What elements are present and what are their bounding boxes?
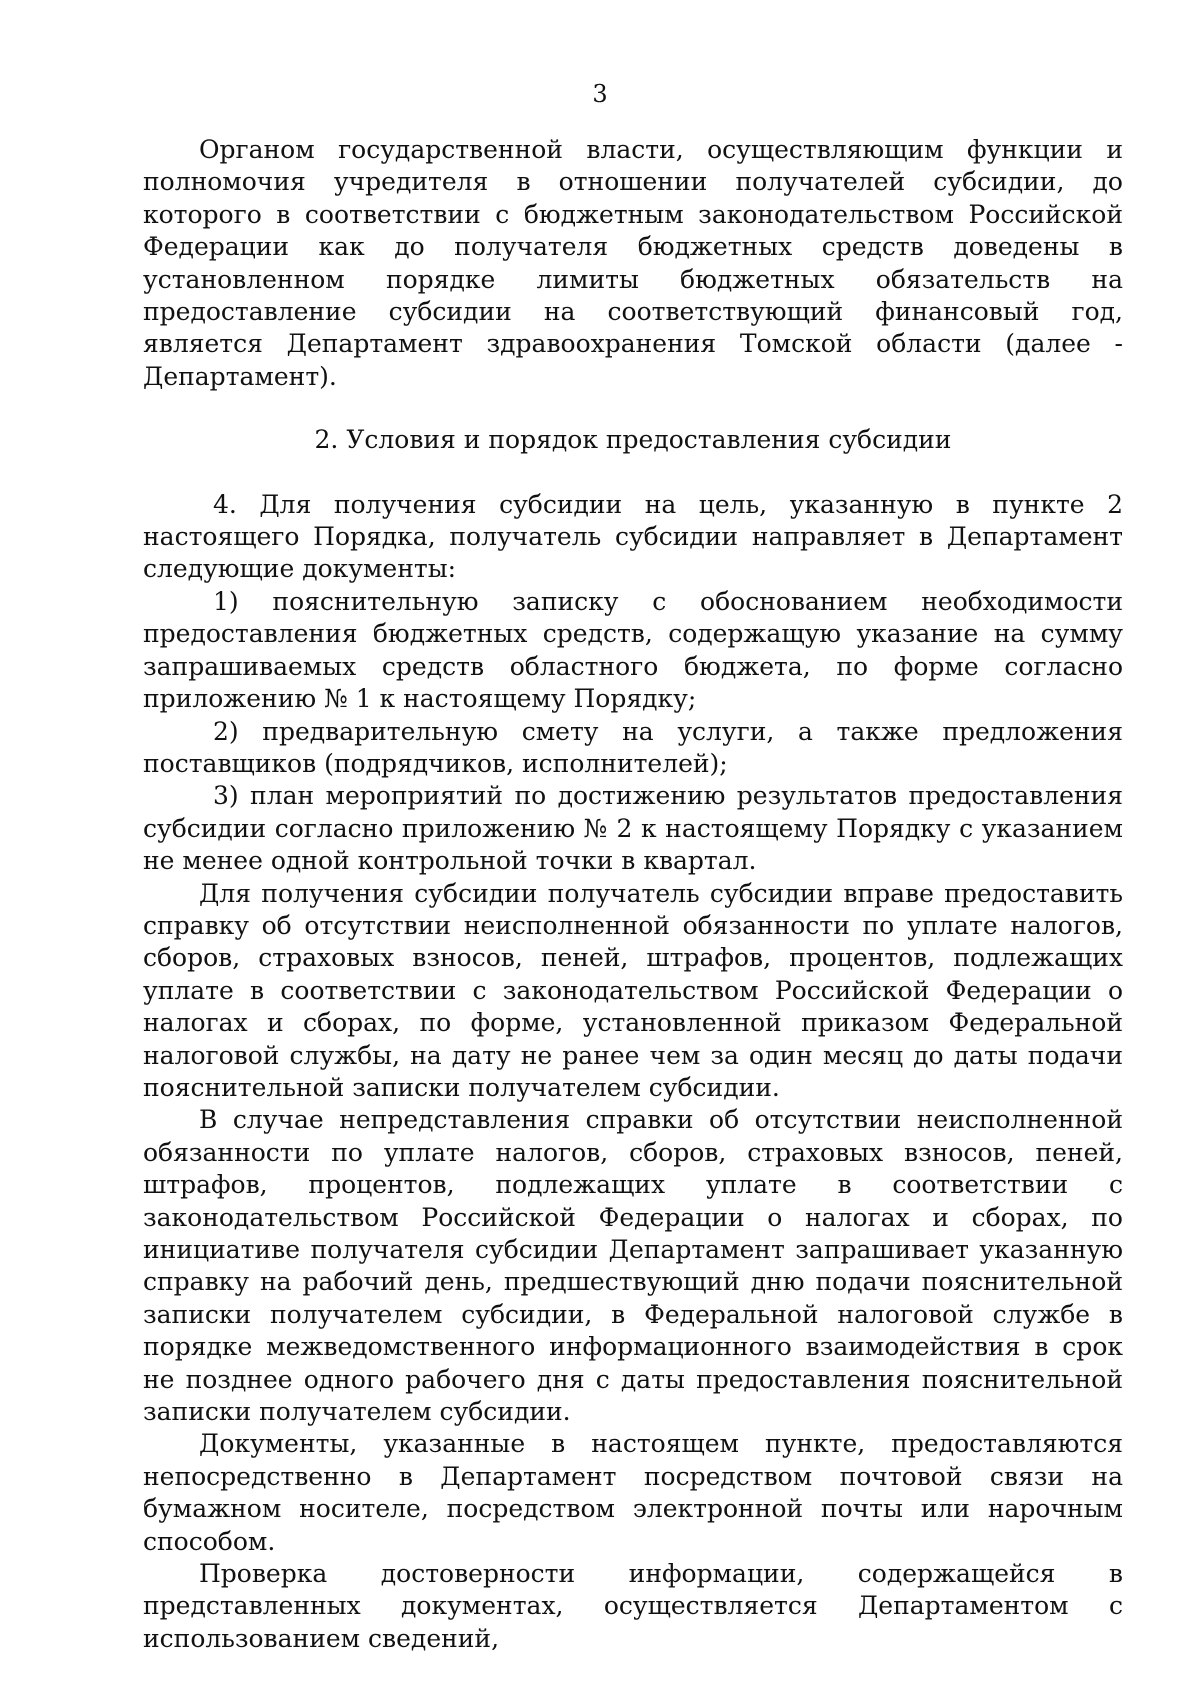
page-number: 3 <box>592 80 608 108</box>
paragraph-documents: Документы, указанные в настоящем пункте, предоставляются непосредственно в Департамент посредством почтовой связи на бумажном носителе, посредством электронной почты или нарочным способом. <box>143 1429 1123 1556</box>
paragraph-verification: Проверка достоверности информации, содержащейся в представленных документах, осуществляется Департаментом с использованием сведений, <box>143 1559 1123 1653</box>
paragraph-absence: В случае непредставления справки об отсутствии неисполненной обязанности по уплате налогов, сборов, страховых взносов, пеней, штрафов, процентов, подлежащих уплате в соответствии с законодательством Российской Федерации о налогах и сборах, по инициативе получателя субсидии Департамент запрашивает указанную справку на рабочий день, предшествующий дню подачи пояснительной записки получателем субсидии, в Федеральной налоговой службе в порядке межведомственного информационного взаимодействия в срок не позднее одного рабочего дня с даты предоставления пояснительной записки получателем субсидии. <box>143 1105 1123 1427</box>
list-item-2: 2) предварительную смету на услуги, а также предложения поставщиков (подрядчиков, исполнителей); <box>143 716 1123 778</box>
list-item-3: 3) план мероприятий по достижению результатов предоставления субсидии согласно приложению № 2 к настоящему Порядку с указанием не менее одной контрольной точки в квартал. <box>143 781 1123 876</box>
document-body <box>143 134 1123 1655</box>
list-item-1: 1) пояснительную записку с обоснованием необходимости предоставления бюджетных средств, содержащую указание на сумму запрашиваемых средств областного бюджета, по форме согласно приложению № 1 к настоящему Порядку; <box>143 586 1123 714</box>
paragraph-certificate: Для получения субсидии получатель субсидии вправе предоставить справку об отсутствии неисполненной обязанности по уплате налогов, сборов, страховых взносов, пеней, штрафов, процентов, подлежащих уплате в соответствии с законодательством Российской Федерации о налогах и сборах, по форме, установленной приказом Федеральной налоговой службы, на дату не ранее чем за один месяц до даты подачи пояснительной записки получателем субсидии. <box>143 878 1123 1102</box>
section-heading: 2. Условия и порядок предоставления субсидии <box>314 425 952 455</box>
paragraph-authority: Органом государственной власти, осуществляющим функции и полномочия учредителя в отношении получателей субсидии, до которого в соответствии с бюджетным законодательством Российской Федерации как до получателя бюджетных средств доведены в установленном порядке лимиты бюджетных обязательств на предоставление субсидии на соответствующий финансовый год, является Департамент здравоохранения Томской области (далее - Департамент). <box>143 135 1123 391</box>
paragraph-item-4: 4. Для получения субсидии на цель, указанную в пункте 2 настоящего Порядка, получатель субсидии направляет в Департамент следующие документы: <box>143 489 1123 584</box>
